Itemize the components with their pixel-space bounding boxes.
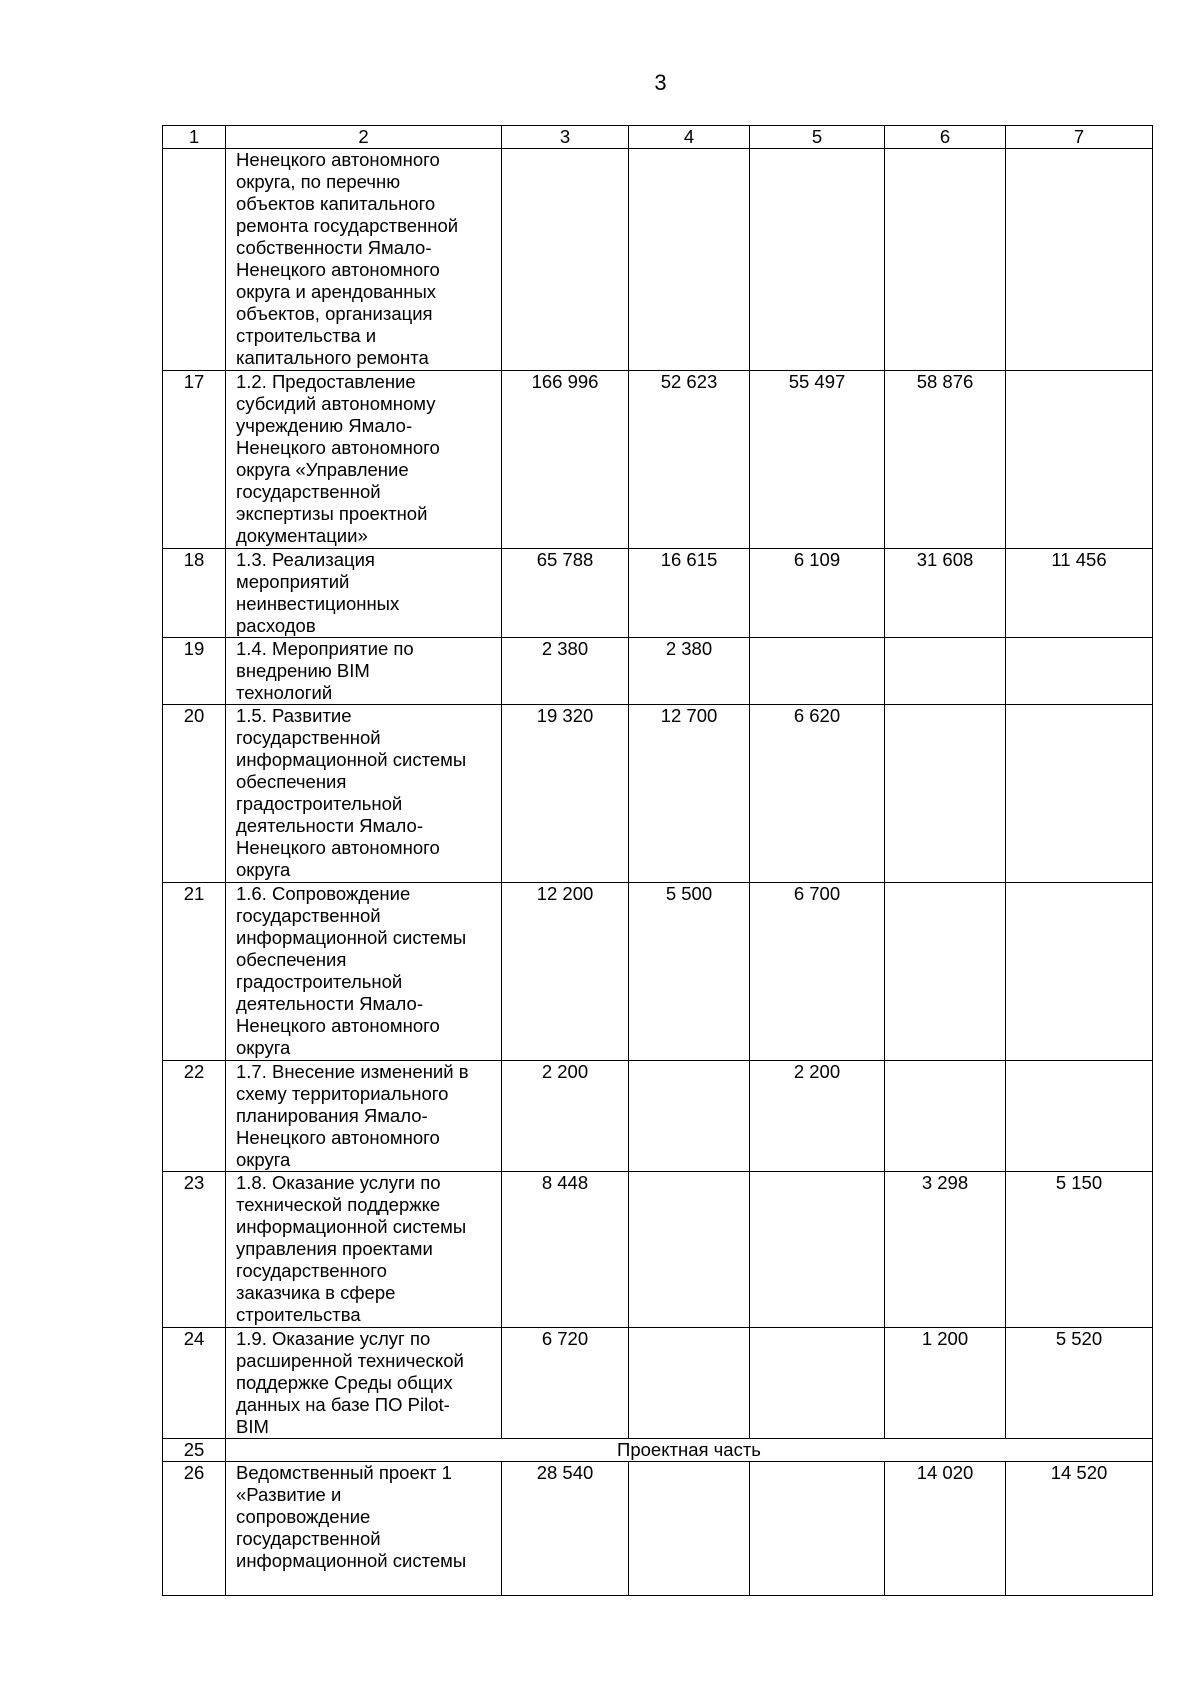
header-cell-5: 5 [750, 126, 885, 149]
value-col-3: 12 200 [502, 883, 629, 1061]
value-col-4: 5 500 [629, 883, 750, 1061]
table-row [163, 883, 1153, 1061]
value-col-7: 14 520 [1006, 1462, 1153, 1596]
value-col-7: 5 520 [1006, 1328, 1153, 1439]
row-description: 1.3. Реализация мероприятий неинвестиционных расходов [226, 549, 502, 638]
row-description: Ненецкого автономного округа, по перечню объектов капитального ремонта государственной собственности Ямало- Ненецкого автономного округа и арендованных объектов, организация строительства и капитального ремонта [226, 149, 502, 371]
table-row [163, 1462, 1153, 1596]
row-number: 26 [163, 1462, 226, 1596]
value-col-6 [885, 638, 1006, 705]
row-description: 1.8. Оказание услуги по технической поддержке информационной системы управления проектами государственного заказчика в сфере строительства [226, 1172, 502, 1328]
table-row [163, 1328, 1153, 1439]
value-col-5: 6 620 [750, 705, 885, 883]
row-number: 23 [163, 1172, 226, 1328]
value-col-7 [1006, 638, 1153, 705]
value-col-7: 5 150 [1006, 1172, 1153, 1328]
value-col-3: 2 380 [502, 638, 629, 705]
value-col-4: 16 615 [629, 549, 750, 638]
value-col-5: 55 497 [750, 371, 885, 549]
header-cell-4: 4 [629, 126, 750, 149]
row-number: 22 [163, 1061, 226, 1172]
value-col-7 [1006, 371, 1153, 549]
table-row [163, 638, 1153, 705]
budget-table [162, 125, 1153, 1596]
row-description: Ведомственный проект 1 «Развитие и сопровождение государственной информационной системы [226, 1462, 502, 1596]
row-description: 1.2. Предоставление субсидий автономному учреждению Ямало- Ненецкого автономного округа «Управление государственной экспертизы проектной документации» [226, 371, 502, 549]
value-col-6 [885, 149, 1006, 371]
header-cell-1: 1 [163, 126, 226, 149]
row-number: 19 [163, 638, 226, 705]
table-row [163, 1061, 1153, 1172]
section-row [163, 1439, 1153, 1462]
value-col-4: 2 380 [629, 638, 750, 705]
row-description: 1.9. Оказание услуг по расширенной технической поддержке Среды общих данных на базе ПО Pilot- BIM [226, 1328, 502, 1439]
value-col-3 [502, 149, 629, 371]
value-col-6: 3 298 [885, 1172, 1006, 1328]
row-description: 1.5. Развитие государственной информационной системы обеспечения градостроительной деятельности Ямало- Ненецкого автономного округа [226, 705, 502, 883]
row-number: 21 [163, 883, 226, 1061]
value-col-5: 2 200 [750, 1061, 885, 1172]
header-cell-3: 3 [502, 126, 629, 149]
table-row [163, 705, 1153, 883]
page-number: 3 [654, 70, 667, 95]
value-col-7 [1006, 705, 1153, 883]
table-row [163, 549, 1153, 638]
header-cell-7: 7 [1006, 126, 1153, 149]
value-col-4 [629, 1328, 750, 1439]
section-title: Проектная часть [226, 1439, 1153, 1462]
value-col-3: 28 540 [502, 1462, 629, 1596]
value-col-6: 14 020 [885, 1462, 1006, 1596]
row-number [163, 149, 226, 371]
value-col-4: 12 700 [629, 705, 750, 883]
row-number: 24 [163, 1328, 226, 1439]
row-description: 1.4. Мероприятие по внедрению BIM технологий [226, 638, 502, 705]
value-col-7 [1006, 149, 1153, 371]
value-col-3: 65 788 [502, 549, 629, 638]
value-col-4 [629, 1462, 750, 1596]
value-col-5 [750, 638, 885, 705]
header-row [163, 126, 1153, 149]
value-col-6: 58 876 [885, 371, 1006, 549]
row-description: 1.6. Сопровождение государственной информационной системы обеспечения градостроительной деятельности Ямало- Ненецкого автономного округа [226, 883, 502, 1061]
table-row [163, 371, 1153, 549]
value-col-6 [885, 705, 1006, 883]
value-col-3: 2 200 [502, 1061, 629, 1172]
header-cell-2: 2 [226, 126, 502, 149]
value-col-3: 8 448 [502, 1172, 629, 1328]
value-col-4 [629, 1061, 750, 1172]
row-number: 25 [163, 1439, 226, 1462]
value-col-7: 11 456 [1006, 549, 1153, 638]
value-col-3: 6 720 [502, 1328, 629, 1439]
value-col-3: 166 996 [502, 371, 629, 549]
value-col-5 [750, 1462, 885, 1596]
table-row [163, 149, 1153, 371]
value-col-6 [885, 1061, 1006, 1172]
value-col-5: 6 700 [750, 883, 885, 1061]
value-col-4 [629, 149, 750, 371]
value-col-5 [750, 149, 885, 371]
value-col-7 [1006, 883, 1153, 1061]
value-col-5: 6 109 [750, 549, 885, 638]
value-col-4 [629, 1172, 750, 1328]
value-col-4: 52 623 [629, 371, 750, 549]
row-number: 17 [163, 371, 226, 549]
value-col-5 [750, 1328, 885, 1439]
header-cell-6: 6 [885, 126, 1006, 149]
value-col-3: 19 320 [502, 705, 629, 883]
value-col-6 [885, 883, 1006, 1061]
value-col-6: 31 608 [885, 549, 1006, 638]
row-number: 18 [163, 549, 226, 638]
row-number: 20 [163, 705, 226, 883]
value-col-5 [750, 1172, 885, 1328]
table-row [163, 1172, 1153, 1328]
value-col-7 [1006, 1061, 1153, 1172]
value-col-6: 1 200 [885, 1328, 1006, 1439]
row-description: 1.7. Внесение изменений в схему территориального планирования Ямало- Ненецкого автономного округа [226, 1061, 502, 1172]
